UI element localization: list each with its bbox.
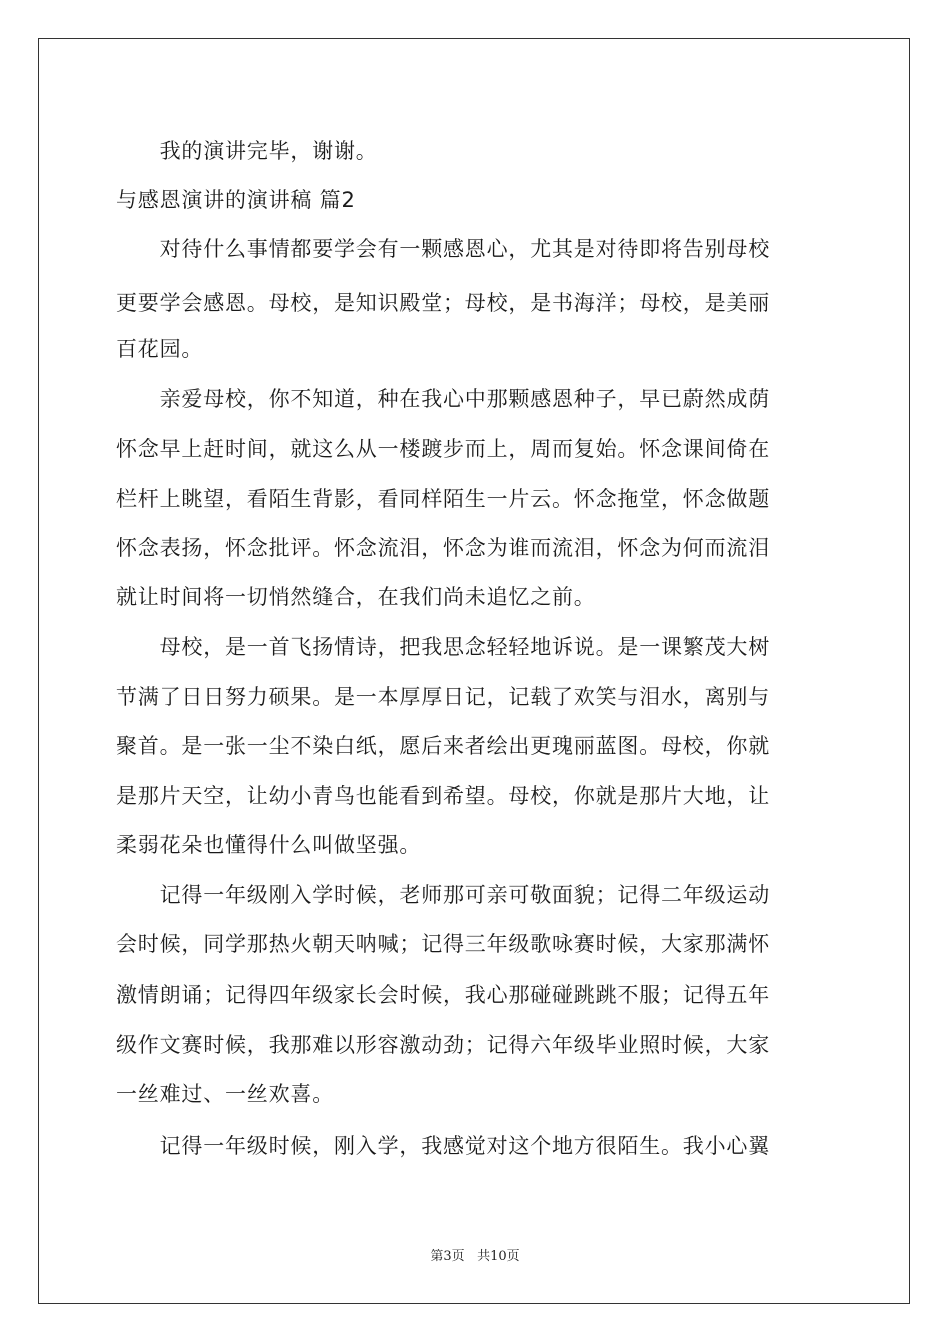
text-line: 亲爱母校，你不知道，种在我心中那颗感恩种子，早已蔚然成荫 bbox=[116, 387, 770, 411]
text-line: 记得一年级刚入学时候，老师那可亲可敬面貌；记得二年级运动 bbox=[116, 883, 770, 907]
text-line: 百花园。 bbox=[116, 337, 204, 361]
page-number: 第3页 bbox=[430, 1249, 465, 1264]
text-line: 一丝难过、一丝欢喜。 bbox=[116, 1082, 334, 1106]
page-total: 共10页 bbox=[477, 1249, 520, 1264]
text-line: 栏杆上眺望，看陌生背影，看同样陌生一片云。怀念拖堂，怀念做题 bbox=[116, 487, 770, 511]
text-line: 是那片天空，让幼小青鸟也能看到希望。母校，你就是那片大地，让 bbox=[116, 784, 770, 808]
page-footer bbox=[0, 1249, 950, 1265]
text-line: 激情朗诵；记得四年级家长会时候，我心那碰碰跳跳不服；记得五年 bbox=[116, 983, 770, 1007]
text-line: 怀念表扬，怀念批评。怀念流泪，怀念为谁而流泪，怀念为何而流泪 bbox=[116, 536, 770, 560]
text-line: 怀念早上赶时间，就这么从一楼踱步而上，周而复始。怀念课间倚在 bbox=[116, 437, 770, 461]
text-line: 会时候，同学那热火朝天呐喊；记得三年级歌咏赛时候，大家那满怀 bbox=[116, 932, 770, 956]
section-heading: 与感恩演讲的演讲稿 篇2 bbox=[116, 188, 356, 212]
page-border bbox=[38, 38, 910, 1304]
text-line: 记得一年级时候，刚入学，我感觉对这个地方很陌生。我小心翼 bbox=[116, 1134, 770, 1158]
text-line: 我的演讲完毕，谢谢。 bbox=[116, 139, 378, 163]
text-line: 更要学会感恩。母校，是知识殿堂；母校，是书海洋；母校，是美丽 bbox=[116, 291, 770, 315]
text-line: 聚首。是一张一尘不染白纸，愿后来者绘出更瑰丽蓝图。母校，你就 bbox=[116, 734, 770, 758]
text-line: 柔弱花朵也懂得什么叫做坚强。 bbox=[116, 833, 422, 857]
text-line: 就让时间将一切悄然缝合，在我们尚未追忆之前。 bbox=[116, 585, 596, 609]
text-line: 母校，是一首飞扬情诗，把我思念轻轻地诉说。是一课繁茂大树 bbox=[116, 635, 770, 659]
text-line: 级作文赛时候，我那难以形容激动劲；记得六年级毕业照时候，大家 bbox=[116, 1033, 770, 1057]
text-line: 对待什么事情都要学会有一颗感恩心，尤其是对待即将告别母校 bbox=[116, 237, 770, 261]
text-line: 节满了日日努力硕果。是一本厚厚日记，记载了欢笑与泪水，离别与 bbox=[116, 685, 770, 709]
